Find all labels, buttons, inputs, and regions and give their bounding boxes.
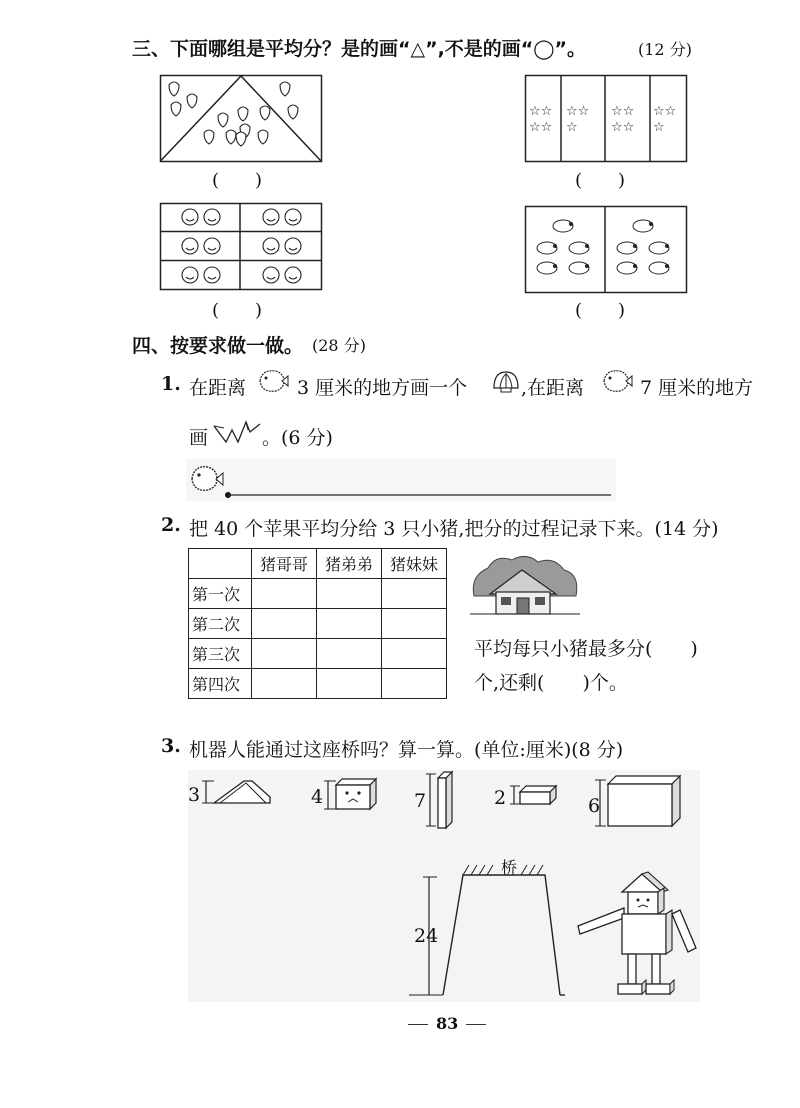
section3-title: 三、下面哪组是平均分？是的画“△”,不是的画“◯”。 [132, 38, 587, 60]
q2-answer-line1: 平均每只小猪最多分( ) [474, 638, 698, 660]
table-cell[interactable] [317, 579, 382, 609]
dim-label-leg: 7 [414, 790, 427, 812]
q1-text-a: 在距离 [189, 377, 247, 399]
table-row [189, 669, 447, 699]
table-row [189, 609, 447, 639]
q1-text-e: 画 [189, 427, 209, 449]
leg-part [426, 770, 458, 830]
section4-title: 四、按要求做一做。 [132, 335, 304, 357]
seaweed-icon [212, 418, 262, 446]
q3-text: 机器人能通过这座桥吗？算一算。(单位:厘米)(8 分) [189, 739, 624, 761]
table-row-label: 第三次 [189, 639, 252, 669]
answer-blank-1[interactable]: ( ) [212, 170, 263, 191]
footer-dash-left [408, 1024, 428, 1025]
fish-icon [254, 366, 288, 396]
table-cell[interactable] [382, 609, 447, 639]
table-header-cell: 猪妹妹 [382, 549, 447, 579]
q1-number: 1. [161, 373, 181, 395]
answer-blank-2[interactable]: ( ) [575, 170, 626, 191]
robot-figure [576, 870, 700, 1004]
smiley-box [160, 203, 322, 291]
q1-text-d: 7 厘米的地方 [640, 377, 754, 399]
table-cell[interactable] [252, 639, 317, 669]
table-header-cell [189, 549, 252, 579]
bridge-label: 桥 [501, 858, 518, 877]
table-cell[interactable] [317, 609, 382, 639]
table-cell[interactable] [252, 579, 317, 609]
svg-text:☆: ☆ [566, 120, 578, 135]
puppy-box [525, 206, 687, 294]
dim-label-body: 6 [588, 795, 601, 817]
svg-text:☆☆: ☆☆ [611, 104, 635, 119]
shell-icon [491, 368, 521, 396]
q1-text-b: 3 厘米的地方画一个 [297, 377, 468, 399]
table-row [189, 639, 447, 669]
dim-label-foot: 2 [494, 787, 507, 809]
table-cell[interactable] [317, 639, 382, 669]
table-cell[interactable] [252, 609, 317, 639]
table-cell[interactable] [252, 669, 317, 699]
q2-text: 把 40 个苹果平均分给 3 只小猪,把分的过程记录下来。(14 分) [189, 518, 719, 540]
drawing-ruler-line [186, 459, 616, 501]
head-part [322, 775, 382, 815]
table-row-label: 第二次 [189, 609, 252, 639]
table-row-label: 第四次 [189, 669, 252, 699]
answer-blank-3[interactable]: ( ) [212, 300, 263, 321]
page-number: 83 [436, 1014, 459, 1033]
record-table [188, 548, 447, 699]
q1-text-c: ,在距离 [521, 377, 585, 399]
svg-text:☆☆: ☆☆ [611, 120, 635, 135]
table-cell[interactable] [382, 579, 447, 609]
footer-dash-right [466, 1024, 486, 1025]
q2-answer-line2: 个,还剩( )个。 [474, 672, 628, 694]
table-cell[interactable] [382, 669, 447, 699]
table-cell[interactable] [382, 639, 447, 669]
dim-label-head: 4 [311, 786, 324, 808]
section3-score: (12 分) [638, 40, 692, 59]
house-illustration [470, 556, 582, 620]
dim-label-roof: 3 [188, 784, 201, 806]
table-header-row [189, 549, 447, 579]
stars-box [525, 75, 687, 163]
answer-blank-4[interactable]: ( ) [575, 300, 626, 321]
bridge-height-label: 24 [414, 925, 439, 947]
table-row [189, 579, 447, 609]
body-part [590, 772, 686, 830]
table-cell[interactable] [317, 669, 382, 699]
q1-text-f: 。(6 分) [262, 427, 333, 449]
strawberry-box [160, 75, 322, 163]
svg-text:☆☆: ☆☆ [566, 104, 590, 119]
section4-score: (28 分) [312, 336, 366, 355]
svg-text:☆☆: ☆☆ [653, 104, 677, 119]
foot-part [508, 780, 560, 808]
q2-number: 2. [161, 514, 181, 536]
svg-text:☆☆: ☆☆ [529, 120, 553, 135]
roof-part [200, 775, 276, 807]
svg-text:☆☆: ☆☆ [529, 104, 553, 119]
fish-icon [598, 366, 632, 396]
table-header-cell: 猪哥哥 [252, 549, 317, 579]
svg-text:☆: ☆ [653, 120, 665, 135]
table-header-cell: 猪弟弟 [317, 549, 382, 579]
q3-number: 3. [161, 735, 181, 757]
table-row-label: 第一次 [189, 579, 252, 609]
